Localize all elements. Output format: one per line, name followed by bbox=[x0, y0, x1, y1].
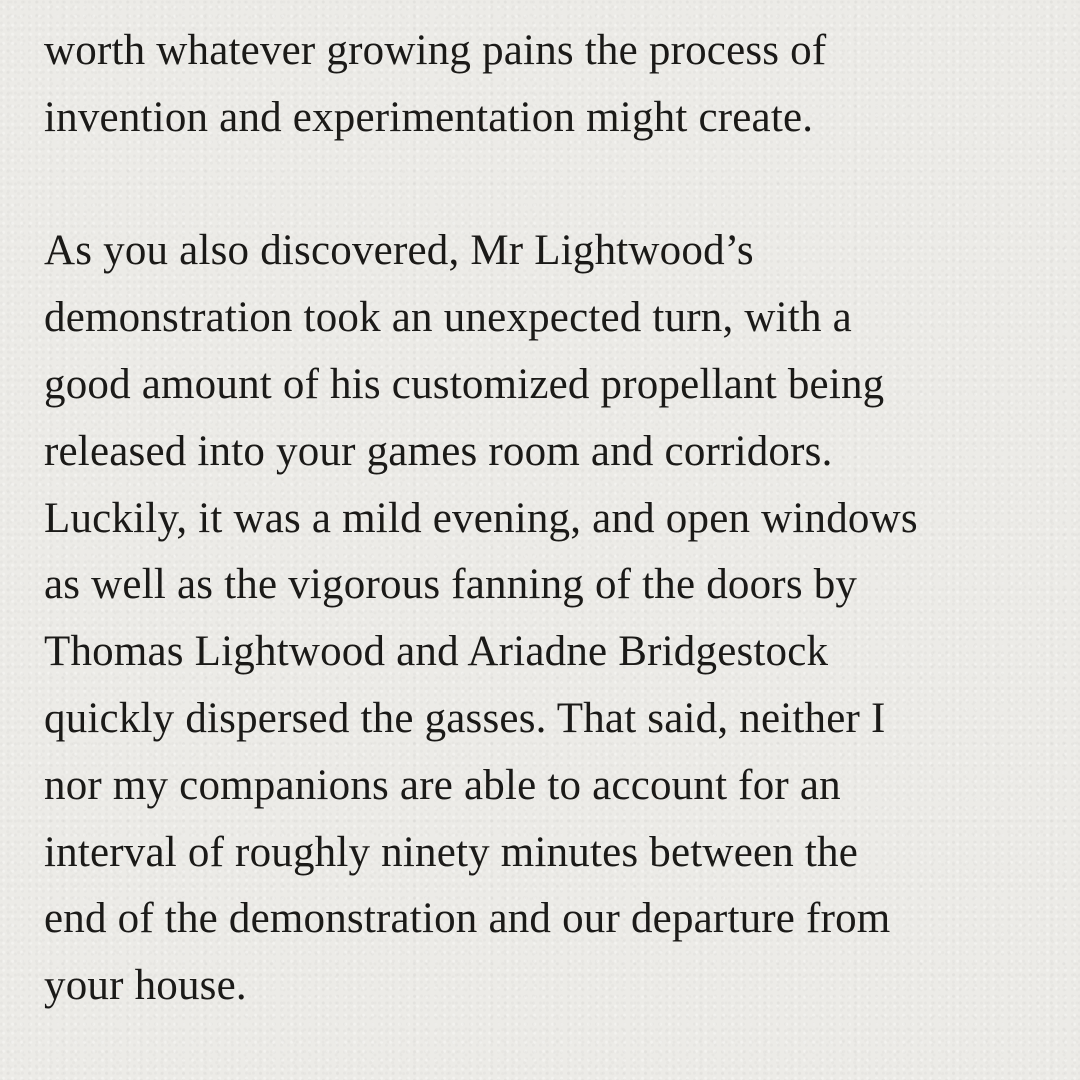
text-line: released into your games room and corridors. bbox=[44, 427, 833, 475]
text-line: nor my companions are able to account for an bbox=[44, 761, 841, 809]
text-line: demonstration took an unexpected turn, with a bbox=[44, 294, 852, 342]
letter-text bbox=[44, 18, 1054, 1020]
text-line: as well as the vigorous fanning of the doors by bbox=[44, 561, 858, 609]
text-line: good amount of his customized propellant being bbox=[44, 360, 885, 408]
text-line: worth whatever growing pains the process of bbox=[44, 27, 827, 74]
paragraph-break bbox=[44, 152, 1054, 219]
text-line: Luckily, it was a mild evening, and open windows bbox=[44, 494, 918, 542]
text-line: Thomas Lightwood and Ariadne Bridgestock bbox=[44, 628, 829, 676]
text-line: interval of roughly ninety minutes between the bbox=[44, 828, 859, 876]
paragraph-2 bbox=[44, 218, 1054, 1020]
paragraph-1 bbox=[44, 18, 1054, 152]
text-line: your house. bbox=[44, 962, 247, 1010]
text-line: end of the demonstration and our departure from bbox=[44, 895, 891, 943]
text-line: quickly dispersed the gasses. That said, neither I bbox=[44, 694, 886, 742]
text-line: As you also discovered, Mr Lightwood’s bbox=[44, 227, 754, 275]
text-line: invention and experimentation might create. bbox=[44, 93, 814, 141]
